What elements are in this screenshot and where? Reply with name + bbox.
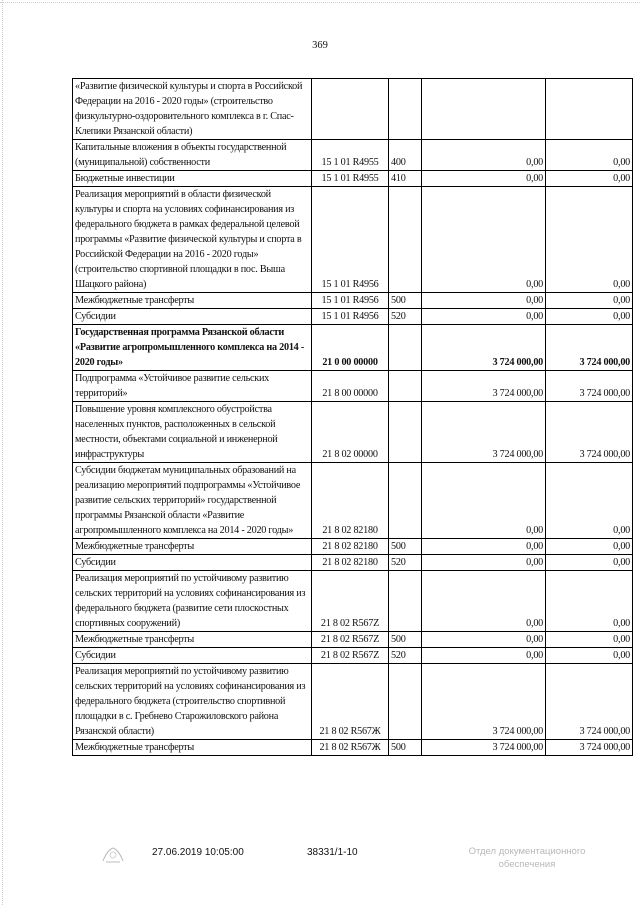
row-name-cell: Капитальные вложения в объекты государственной (муниципальной) собственности xyxy=(73,140,312,171)
scan-edge-top xyxy=(0,2,640,4)
row-csr-cell: 15 1 01 R4956 xyxy=(312,187,389,293)
row-name-cell: Субсидии xyxy=(73,648,312,664)
row-amount-2020-cell: 0,00 xyxy=(546,648,633,664)
row-vr-cell: 400 xyxy=(389,140,422,171)
row-amount-2020-cell: 0,00 xyxy=(546,140,633,171)
row-csr-cell: 21 8 02 R567Ж xyxy=(312,664,389,740)
table-row xyxy=(73,309,633,325)
row-csr-cell: 15 1 01 R4956 xyxy=(312,293,389,309)
footer-date: 27.06.2019 10:05:00 xyxy=(152,847,244,858)
row-csr-cell: 21 8 02 R567Z xyxy=(312,632,389,648)
budget-table-body xyxy=(73,79,633,756)
row-amount-2020-cell: 3 724 000,00 xyxy=(546,325,633,371)
row-amount-2019-cell xyxy=(422,79,546,140)
row-csr-cell: 15 1 01 R4955 xyxy=(312,140,389,171)
row-amount-2019-cell: 0,00 xyxy=(422,632,546,648)
department-stamp xyxy=(452,845,602,871)
row-amount-2019-cell: 3 724 000,00 xyxy=(422,664,546,740)
row-vr-cell xyxy=(389,571,422,632)
row-vr-cell xyxy=(389,664,422,740)
row-csr-cell: 21 8 02 R567Ж xyxy=(312,740,389,756)
table-row xyxy=(73,463,633,539)
footer-document-code: 38331/1-10 xyxy=(307,847,358,858)
row-name-cell: Повышение уровня комплексного обустройства населенных пунктов, расположенных в сельской местности, объектами социальной и инженерной инфраструктуры xyxy=(73,402,312,463)
row-amount-2019-cell: 0,00 xyxy=(422,539,546,555)
table-row xyxy=(73,371,633,402)
table-row xyxy=(73,402,633,463)
row-name-cell: Государственная программа Рязанской области «Развитие агропромышленного комплекса на 2014 - 2020 годы» xyxy=(73,325,312,371)
row-csr-cell: 21 8 02 R567Z xyxy=(312,648,389,664)
row-amount-2020-cell: 3 724 000,00 xyxy=(546,664,633,740)
row-csr-cell xyxy=(312,79,389,140)
row-amount-2019-cell: 0,00 xyxy=(422,187,546,293)
row-amount-2020-cell: 0,00 xyxy=(546,463,633,539)
table-row xyxy=(73,187,633,293)
row-amount-2019-cell: 0,00 xyxy=(422,309,546,325)
row-amount-2019-cell: 0,00 xyxy=(422,463,546,539)
row-csr-cell: 15 1 01 R4956 xyxy=(312,309,389,325)
budget-table xyxy=(72,78,633,756)
row-csr-cell: 15 1 01 R4955 xyxy=(312,171,389,187)
row-name-cell: Реализация мероприятий в области физической культуры и спорта на условиях софинансирования из федерального бюджета в рамках федеральной целевой программы «Развитие физической культуры и спорта в Российской Федерации на 2016 - 2020 годы» (строительство спортивной площадки в пос. Выша Шацкого района) xyxy=(73,187,312,293)
table-row xyxy=(73,648,633,664)
table-row xyxy=(73,293,633,309)
row-name-cell: Межбюджетные трансферты xyxy=(73,539,312,555)
table-row xyxy=(73,664,633,740)
table-row xyxy=(73,740,633,756)
row-vr-cell xyxy=(389,371,422,402)
row-name-cell: Межбюджетные трансферты xyxy=(73,293,312,309)
row-name-cell: Межбюджетные трансферты xyxy=(73,632,312,648)
row-amount-2019-cell: 0,00 xyxy=(422,648,546,664)
row-vr-cell: 520 xyxy=(389,309,422,325)
row-name-cell: Межбюджетные трансферты xyxy=(73,740,312,756)
row-amount-2020-cell: 0,00 xyxy=(546,555,633,571)
row-name-cell: «Развитие физической культуры и спорта в Российской Федерации на 2016 - 2020 годы» (строительство физкультурно-оздоровительного комплекса в г. Спас-Клепики Рязанской области) xyxy=(73,79,312,140)
row-csr-cell: 21 8 02 82180 xyxy=(312,463,389,539)
row-amount-2019-cell: 0,00 xyxy=(422,571,546,632)
row-amount-2019-cell: 0,00 xyxy=(422,140,546,171)
row-amount-2019-cell: 3 724 000,00 xyxy=(422,402,546,463)
row-vr-cell xyxy=(389,402,422,463)
row-amount-2019-cell: 0,00 xyxy=(422,171,546,187)
table-row xyxy=(73,539,633,555)
row-vr-cell: 500 xyxy=(389,539,422,555)
row-amount-2019-cell: 3 724 000,00 xyxy=(422,740,546,756)
row-amount-2020-cell xyxy=(546,79,633,140)
row-vr-cell: 500 xyxy=(389,632,422,648)
row-vr-cell xyxy=(389,463,422,539)
scan-edge-left xyxy=(2,0,4,905)
seal-icon xyxy=(100,845,126,865)
row-amount-2020-cell: 0,00 xyxy=(546,571,633,632)
table-row xyxy=(73,325,633,371)
row-vr-cell xyxy=(389,187,422,293)
row-vr-cell xyxy=(389,325,422,371)
page-number: 369 xyxy=(312,40,328,51)
row-name-cell: Подпрограмма «Устойчивое развитие сельских территорий» xyxy=(73,371,312,402)
row-vr-cell: 520 xyxy=(389,648,422,664)
row-amount-2019-cell: 0,00 xyxy=(422,293,546,309)
row-name-cell: Реализация мероприятий по устойчивому развитию сельских территорий на условиях софинансирования из федерального бюджета (развитие сети плоскостных спортивных сооружений) xyxy=(73,571,312,632)
row-amount-2019-cell: 3 724 000,00 xyxy=(422,371,546,402)
table-row xyxy=(73,171,633,187)
row-amount-2020-cell: 0,00 xyxy=(546,309,633,325)
row-vr-cell: 410 xyxy=(389,171,422,187)
row-csr-cell: 21 0 00 00000 xyxy=(312,325,389,371)
row-csr-cell: 21 8 02 82180 xyxy=(312,555,389,571)
row-vr-cell: 500 xyxy=(389,740,422,756)
table-row xyxy=(73,571,633,632)
row-amount-2019-cell: 3 724 000,00 xyxy=(422,325,546,371)
stamp-line-1: Отдел документационного xyxy=(468,846,586,857)
row-amount-2020-cell: 0,00 xyxy=(546,187,633,293)
row-amount-2020-cell: 0,00 xyxy=(546,539,633,555)
row-amount-2020-cell: 3 724 000,00 xyxy=(546,371,633,402)
row-amount-2020-cell: 0,00 xyxy=(546,171,633,187)
row-amount-2020-cell: 3 724 000,00 xyxy=(546,402,633,463)
table-row xyxy=(73,555,633,571)
row-vr-cell: 500 xyxy=(389,293,422,309)
row-csr-cell: 21 8 00 00000 xyxy=(312,371,389,402)
row-name-cell: Субсидии бюджетам муниципальных образований на реализацию мероприятий подпрограммы «Устойчивое развитие сельских территорий» государственной программы Рязанской области «Развитие агропромышленного комплекса на 2014 - 2020 годы» xyxy=(73,463,312,539)
table-row xyxy=(73,140,633,171)
row-amount-2020-cell: 3 724 000,00 xyxy=(546,740,633,756)
stamp-line-2: обеспечения xyxy=(498,859,556,870)
row-vr-cell: 520 xyxy=(389,555,422,571)
row-amount-2019-cell: 0,00 xyxy=(422,555,546,571)
row-csr-cell: 21 8 02 00000 xyxy=(312,402,389,463)
row-name-cell: Бюджетные инвестиции xyxy=(73,171,312,187)
row-csr-cell: 21 8 02 R567Z xyxy=(312,571,389,632)
row-amount-2020-cell: 0,00 xyxy=(546,632,633,648)
table-row xyxy=(73,632,633,648)
row-amount-2020-cell: 0,00 xyxy=(546,293,633,309)
row-vr-cell xyxy=(389,79,422,140)
row-name-cell: Субсидии xyxy=(73,555,312,571)
row-name-cell: Реализация мероприятий по устойчивому развитию сельских территорий на условиях софинансирования из федерального бюджета (строительство спортивной площадки в с. Гребнево Старожиловского района Рязанской области) xyxy=(73,664,312,740)
table-row xyxy=(73,79,633,140)
row-name-cell: Субсидии xyxy=(73,309,312,325)
row-csr-cell: 21 8 02 82180 xyxy=(312,539,389,555)
